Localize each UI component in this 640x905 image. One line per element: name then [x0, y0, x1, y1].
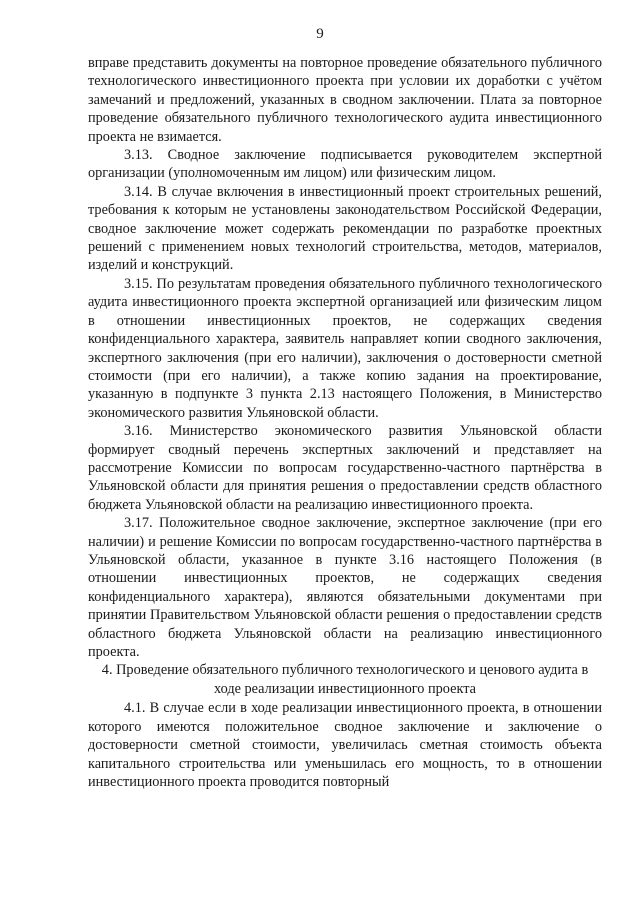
- paragraph-3-14: 3.14. В случае включения в инвестиционный проект строительных решений, требования к которым не установлены законодательством Российской Федерации, сводное заключение может содержать рекомендации по разработке проектных решений с применением новых технологий строительства, методов, материалов, изделий и конструкций.: [88, 183, 602, 274]
- paragraph-3-13: 3.13. Сводное заключение подписывается руководителем экспертной организации (уполномоченным им лицом) или физическим лицом.: [88, 147, 602, 182]
- page-number: 9: [316, 26, 324, 42]
- paragraph-3-17: 3.17. Положительное сводное заключение, экспертное заключение (при его наличии) и решение Комиссии по вопросам государственно-частного партнёрства в Ульяновской области, указанное в пункте 3.16 настоящего Положения (в отношении инвестиционных проектов, не содержащих сведения конфиденциального характера), являются обязательными документами при принятии Правительством Ульяновской области решения о предоставлении средств областного бюджета Ульяновской области на реализацию инвестиционного проекта.: [88, 515, 602, 660]
- section-heading-4: 4. Проведение обязательного публичного технологического и ценового аудита в ходе реализации инвестиционного проекта: [101, 662, 589, 698]
- paragraph-3-16: 3.16. Министерство экономического развития Ульяновской области формирует сводный перечень экспертных заключений и представляет на рассмотрение Комиссии по вопросам государственно-частного партнёрства в Ульяновской области для принятия решения о предоставлении средств областного бюджета Ульяновской области на реализацию инвестиционного проекта.: [88, 423, 602, 513]
- paragraph-continuation: вправе представить документы на повторное проведение обязательного публичного технологического инвестиционного проекта при условии их доработки с учётом замечаний и предложений, указанных в сводном заключении. Плата за повторное проведение обязательного публичного технологического аудита инвестиционного проекта не взимается.: [88, 55, 602, 145]
- document-body: [88, 54, 602, 791]
- paragraph-3-15: 3.15. По результатам проведения обязательного публичного технологического аудита инвестиционного проекта экспертной организацией или физическим лицом в отношении инвестиционных проектов, не содержащих сведения конфиденциального характера, заявитель направляет копии сводного заключения, экспертного заключения (при его наличии), заключения о достоверности сметной стоимости (при его наличии), а также копию задания на проектирование, указанную в подпункте 3 пункта 2.13 настоящего Положения, в Министерство экономического развития Ульяновской области.: [88, 275, 602, 421]
- paragraph-4-1: 4.1. В случае если в ходе реализации инвестиционного проекта, в отношении которого имеются положительное сводное заключение и заключение о достоверности сметной стоимости, увеличилась сметная стоимость объекта капитального строительства или уменьшилась его мощность, то в отношении инвестиционного проекта проводится повторный: [88, 700, 602, 791]
